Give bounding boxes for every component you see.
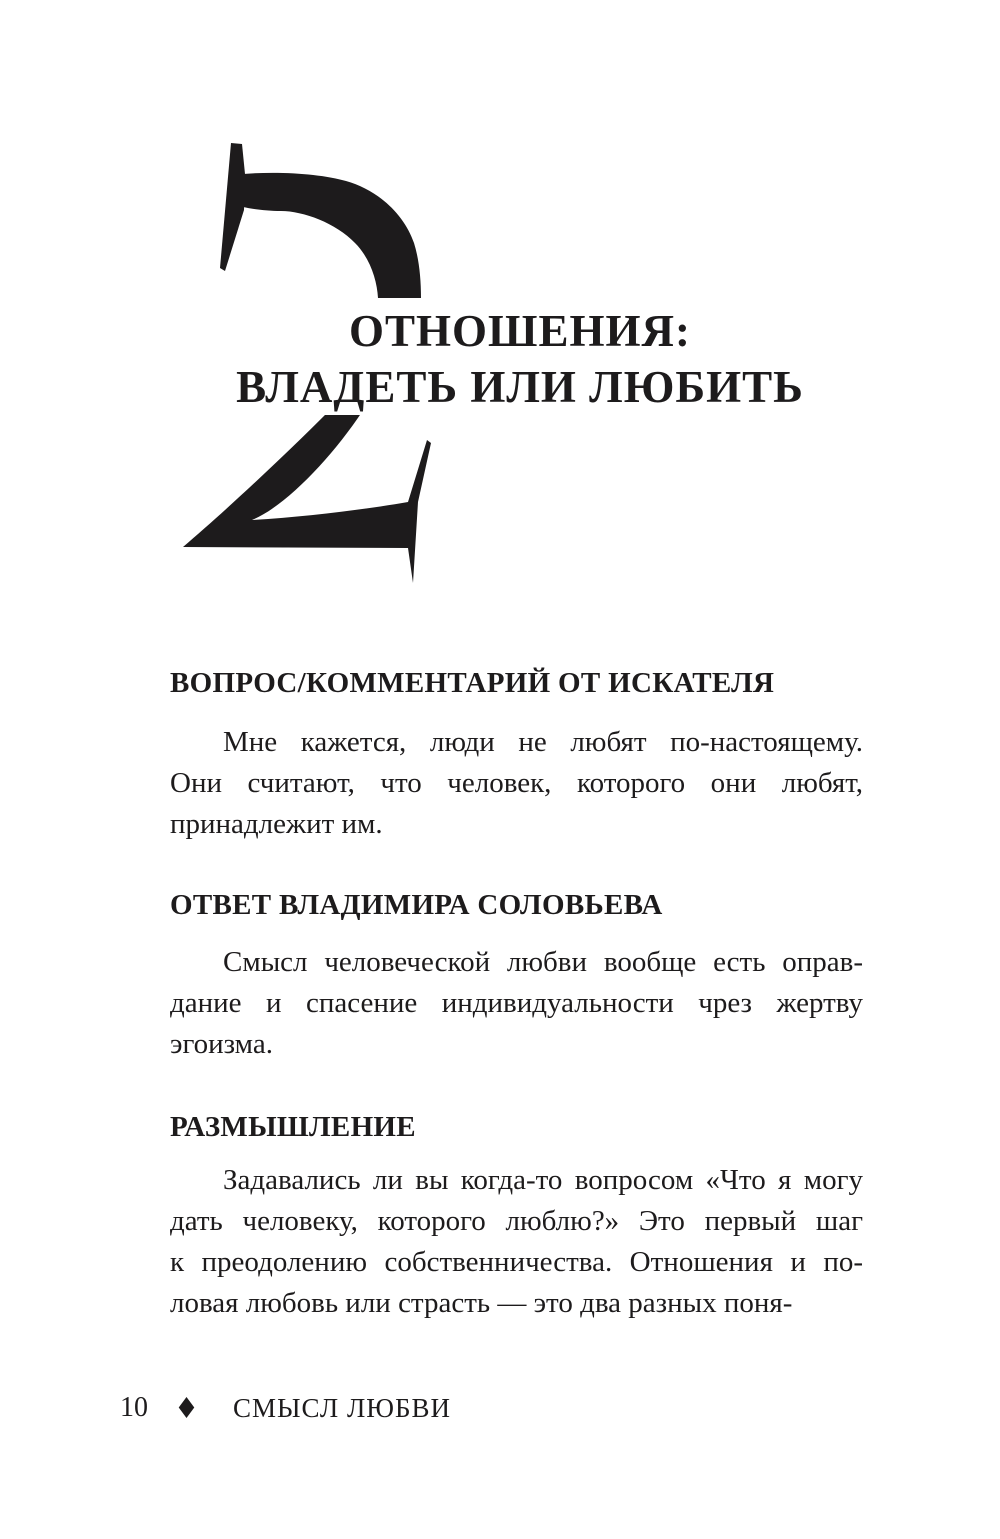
paragraph-line: эгоизма.: [170, 1028, 273, 1060]
section-heading-seeker-question: ВОПРОС/КОММЕНТАРИЙ ОТ ИСКАТЕЛЯ: [170, 667, 775, 699]
running-book-title: СМЫСЛ ЛЮБВИ: [233, 1393, 452, 1423]
paragraph-line: к преодолению собственничества. Отношения и по-: [170, 1246, 863, 1278]
paragraph-line: дание и спасение индивидуальности чрез жертву: [170, 987, 863, 1019]
page-number: 10: [120, 1392, 148, 1423]
chapter-title-line-1: ОТНОШЕНИЯ:: [349, 306, 691, 356]
section-heading-solovyov-answer: ОТВЕТ ВЛАДИМИРА СОЛОВЬЕВА: [170, 889, 663, 921]
paragraph-line: Задавались ли вы когда-то вопросом «Что я могу: [223, 1164, 863, 1196]
paragraph-line: принадлежит им.: [170, 808, 383, 840]
paragraph-line: Они считают, что человек, которого они любят,: [170, 767, 863, 799]
paragraph-reflection: [170, 1160, 863, 1324]
paragraph-line: ловая любовь или страсть — это два разных поня-: [170, 1287, 793, 1319]
paragraph-solovyov-answer: [170, 942, 863, 1065]
section-heading-reflection: РАЗМЫШЛЕНИЕ: [170, 1111, 416, 1143]
paragraph-seeker-question: [170, 722, 863, 845]
diamond-separator-icon: [179, 1397, 195, 1418]
paragraph-line: Смысл человеческой любви вообще есть оправ-: [223, 946, 863, 978]
chapter-title-line-2: ВЛАДЕТЬ ИЛИ ЛЮБИТЬ: [236, 362, 804, 412]
paragraph-line: Мне кажется, люди не любят по-настоящему.: [223, 726, 863, 758]
paragraph-line: дать человеку, которого люблю?» Это первый шаг: [170, 1205, 863, 1237]
chapter-title: [172, 303, 868, 415]
